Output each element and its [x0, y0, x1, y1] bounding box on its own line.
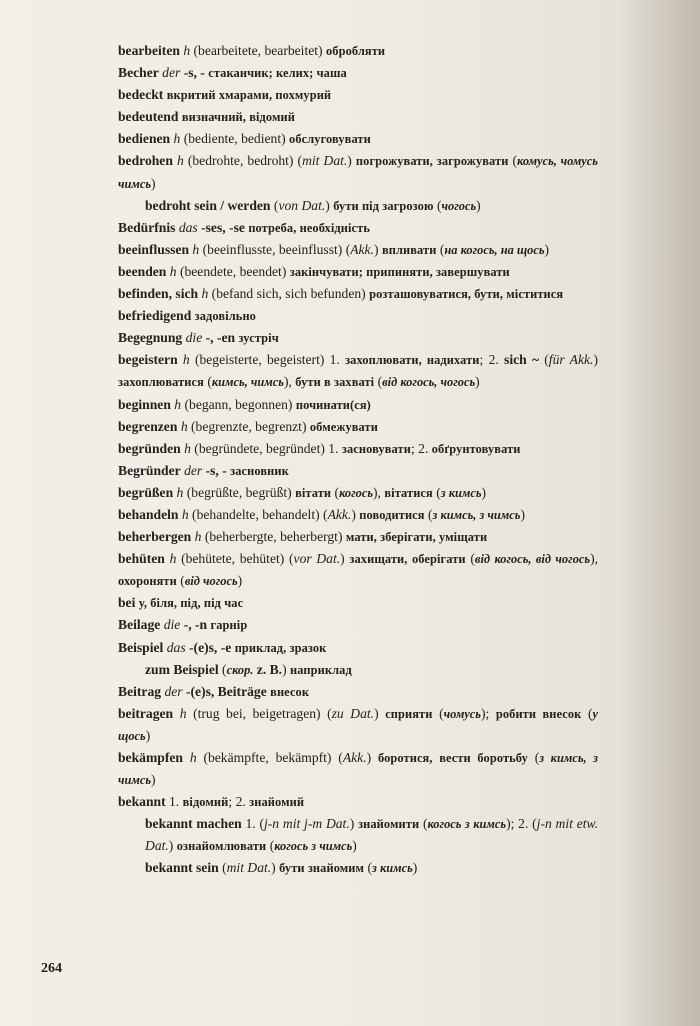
grammar-note: ( — [419, 816, 428, 832]
dictionary-entry — [118, 614, 598, 636]
grammar-note: ) — [325, 197, 334, 213]
grammar-note: ( — [218, 860, 227, 876]
grammar-note: ) — [151, 772, 156, 788]
grammar-note: ( — [331, 484, 340, 500]
grammar-note: ) — [476, 197, 481, 213]
grammar-note: h — [194, 529, 202, 545]
translation: вітати — [295, 485, 332, 500]
dictionary-entry — [118, 394, 598, 416]
translation: визначний, відомий — [181, 110, 295, 125]
grammar-note: h — [174, 396, 182, 412]
dictionary-entry — [118, 504, 598, 526]
grammar-note: ; 2. — [228, 794, 250, 810]
translation: починати(ся) — [295, 397, 371, 412]
grammar-note: h — [183, 43, 191, 58]
grammar-note: h — [179, 705, 187, 721]
headword: bei — [118, 595, 136, 611]
translation: обробляти — [325, 44, 386, 58]
dictionary-entry — [118, 637, 598, 659]
translation: з кимсь, з чимсь — [432, 507, 521, 522]
grammar-note: h — [169, 551, 177, 567]
dictionary-entry — [118, 40, 598, 62]
grammar-note: der — [162, 65, 181, 81]
grammar-note: (behütete, behütet) ( — [176, 551, 294, 567]
translation: стаканчик; келих; чаша — [208, 66, 347, 81]
grammar-note: ( — [465, 551, 475, 567]
grammar-note: (bedrohte, bedroht) ( — [183, 153, 303, 169]
translation: бути під загрозою — [333, 198, 434, 213]
grammar-note: ); — [480, 705, 496, 721]
headword: -(e)s, Beiträge — [182, 683, 271, 699]
grammar-note: j-n mit j-m Dat. — [264, 816, 350, 832]
headword: sich ~ — [504, 352, 540, 368]
grammar-note: ; 2. — [410, 440, 432, 456]
translation: обслуговувати — [289, 132, 371, 147]
translation: впливати — [381, 242, 437, 257]
grammar-note: (begründete, begründet) 1. — [190, 440, 342, 456]
translation: відомий — [182, 795, 229, 810]
headword: Begegnung — [118, 330, 183, 346]
grammar-note: ( — [364, 860, 373, 876]
headword: beherbergen — [118, 529, 192, 545]
headword: beeinflussen — [118, 241, 190, 257]
grammar-note: ( — [527, 750, 540, 765]
headword: -s, - — [180, 65, 209, 81]
translation: розташовуватися, бути, міститися — [369, 287, 564, 302]
translation: когось з кимсь — [427, 817, 507, 832]
dictionary-entry — [118, 106, 598, 128]
grammar-note: j-n mit etw. Dat. — [145, 816, 598, 854]
headword: -(e)s, -e — [185, 639, 235, 655]
grammar-note: (bediente, bedient) — [180, 131, 290, 147]
headword: befinden, sich — [118, 286, 199, 302]
grammar-note: ( — [432, 484, 441, 500]
dictionary-entry — [118, 283, 598, 305]
headword: beenden — [118, 263, 167, 279]
grammar-note: ( — [218, 661, 227, 677]
grammar-note: h — [181, 506, 189, 522]
dictionary-entry — [118, 747, 598, 791]
grammar-note: ) — [475, 374, 480, 390]
dictionary-entry — [118, 548, 598, 592]
grammar-note: (befand sich, sich befunden) — [208, 286, 370, 302]
grammar-note: ( — [374, 374, 383, 390]
headword: -s, - — [202, 462, 231, 478]
grammar-note: ( — [539, 352, 549, 368]
grammar-note: ) — [366, 750, 378, 765]
headword: Begründer — [118, 462, 181, 478]
dictionary-entry — [118, 791, 598, 813]
grammar-note: ); 2. ( — [506, 816, 537, 832]
headword: beginnen — [118, 396, 171, 412]
translation: від когось, чогось — [382, 375, 476, 390]
translation: вітатися — [384, 485, 433, 500]
grammar-note: ( — [436, 241, 445, 257]
headword: zum Beispiel — [145, 661, 219, 677]
grammar-note: (behandelte, behandelt) ( — [188, 506, 328, 522]
translation: на когось, на щось — [444, 242, 545, 257]
grammar-note: ) — [271, 860, 280, 876]
grammar-note: ( — [424, 506, 433, 522]
dictionary-entry — [118, 416, 598, 438]
translation: засновувати — [341, 441, 411, 456]
grammar-note: Akk. — [350, 241, 374, 257]
sub-entry — [118, 813, 598, 857]
grammar-note: vor Dat. — [293, 551, 341, 567]
dictionary-entry — [118, 62, 598, 84]
translation: у, біля, під, під час — [138, 596, 244, 611]
translation: кимсь, чимсь — [211, 375, 284, 390]
dictionary-entries — [118, 40, 598, 880]
grammar-note: (begeisterte, begeistert) 1. — [189, 352, 346, 368]
grammar-note: (bearbeitete, bearbeitet) — [190, 43, 326, 58]
grammar-note: das — [166, 639, 186, 655]
grammar-note: ( — [203, 374, 212, 390]
translation: з кимсь — [440, 485, 482, 500]
grammar-note: mit Dat. — [302, 153, 348, 169]
grammar-note: mit Dat. — [226, 860, 272, 876]
grammar-note: ) — [237, 573, 243, 589]
grammar-note: ) — [151, 175, 156, 191]
grammar-note: Akk. — [342, 750, 367, 765]
grammar-note: ) — [352, 838, 357, 854]
translation: мати, зберігати, уміщати — [345, 530, 488, 545]
headword: bekämpfen — [118, 750, 183, 765]
dictionary-entry — [118, 239, 598, 261]
translation: у щось — [118, 706, 598, 743]
grammar-note: ) — [347, 153, 356, 169]
grammar-note: (begrenzte, begrenzt) — [187, 418, 310, 434]
grammar-note: h — [180, 418, 188, 434]
translation: робити внесок — [495, 706, 582, 721]
translation: від чогось — [184, 574, 238, 589]
sub-entry — [118, 195, 598, 217]
headword: behandeln — [118, 506, 179, 522]
headword: begrüßen — [118, 484, 174, 500]
grammar-note: ( — [581, 705, 593, 721]
grammar-note: ) — [593, 352, 598, 368]
translation: бути знайомим — [279, 861, 365, 876]
grammar-note: h — [176, 484, 184, 500]
dictionary-entry — [118, 150, 598, 194]
grammar-note: ) — [168, 838, 177, 854]
dictionary-entry — [118, 482, 598, 504]
translation: задовільно — [194, 309, 256, 324]
translation: гарнір — [210, 618, 248, 633]
grammar-note: (beendete, beendet) — [176, 263, 290, 279]
headword: bedienen — [118, 131, 171, 147]
dictionary-entry — [118, 261, 598, 283]
grammar-note: ( — [266, 838, 275, 854]
grammar-note: ), — [590, 551, 598, 567]
grammar-note: h — [173, 131, 181, 147]
dictionary-entry — [118, 217, 598, 239]
grammar-note: ( — [432, 705, 444, 721]
translation: вкритий хмарами, похмурий — [166, 88, 332, 103]
grammar-note: ) — [340, 551, 350, 567]
grammar-note — [183, 750, 190, 765]
translation: чогось — [441, 198, 477, 213]
dictionary-entry — [118, 460, 598, 482]
grammar-note: ( — [433, 197, 442, 213]
grammar-note: zu Dat. — [331, 705, 375, 721]
grammar-note: ) — [374, 705, 386, 721]
dictionary-entry — [118, 438, 598, 460]
grammar-note: (beherbergte, beherbergt) — [201, 529, 346, 545]
dictionary-entry — [118, 84, 598, 106]
translation: зустріч — [238, 331, 279, 346]
headword: z. B. — [256, 661, 283, 677]
sub-entry — [118, 659, 598, 681]
grammar-note: h — [192, 241, 200, 257]
grammar-note: h — [189, 750, 197, 765]
dictionary-entry — [118, 349, 598, 393]
grammar-note: ), — [373, 484, 385, 500]
grammar-note: h — [201, 286, 209, 302]
translation: когось — [339, 485, 374, 500]
grammar-note: ) — [544, 241, 550, 257]
headword: -, -en — [202, 330, 239, 346]
headword: bekannt sein — [145, 860, 219, 876]
grammar-note: von Dat. — [278, 197, 326, 213]
translation: скор. — [226, 662, 254, 677]
dictionary-entry — [118, 526, 598, 548]
grammar-note: h — [184, 440, 191, 456]
translation: обґрунтовувати — [431, 441, 521, 456]
dictionary-entry — [118, 305, 598, 327]
grammar-note — [173, 706, 180, 721]
headword: begeistern — [118, 352, 178, 368]
grammar-note: ; 2. — [479, 352, 505, 368]
translation: ознайомлювати — [176, 839, 267, 854]
grammar-note: ( — [176, 573, 185, 589]
grammar-note: (begrüßte, begrüßt) — [183, 484, 296, 500]
grammar-note: h — [176, 153, 184, 169]
headword: begründen — [118, 440, 181, 456]
sub-entry — [118, 857, 598, 879]
headword: bearbeiten — [118, 43, 180, 58]
translation: поводитися — [359, 507, 425, 522]
dictionary-entry — [118, 327, 598, 349]
grammar-note: h — [169, 263, 177, 279]
grammar-note: ) — [282, 661, 291, 677]
headword: bedrohen — [118, 153, 173, 169]
grammar-note: ( — [270, 197, 279, 213]
translation: знайомити — [358, 817, 420, 832]
translation: когось з чимсь — [274, 839, 353, 854]
dictionary-entry — [118, 703, 598, 747]
translation: боротися, вести боротьбу — [377, 751, 528, 765]
translation: охороняти — [118, 574, 177, 589]
translation: знайомий — [249, 795, 305, 810]
headword: Becher — [118, 65, 159, 81]
grammar-note: (bekämpfte, bekämpft) ( — [196, 750, 343, 765]
grammar-note: (begann, begonnen) — [181, 396, 296, 412]
headword: bedroht sein / werden — [145, 197, 271, 213]
grammar-note: ( — [508, 153, 518, 169]
grammar-note: für Akk. — [548, 352, 594, 368]
translation: потреба, необхідність — [248, 220, 370, 235]
dictionary-entry — [118, 592, 598, 614]
grammar-note: ) — [481, 484, 487, 500]
translation: з кимсь, з чимсь — [118, 751, 598, 788]
grammar-note: ) — [374, 241, 382, 257]
page-number: 264 — [41, 961, 62, 976]
grammar-note: das — [178, 219, 198, 235]
grammar-note: der — [184, 462, 203, 478]
grammar-note: (beeinflusste, beeinflusst) ( — [199, 241, 351, 257]
grammar-note: die — [163, 617, 181, 633]
translation: обмежувати — [309, 419, 378, 434]
translation: чомусь — [443, 706, 481, 721]
translation: комусь, чомусь чимсь — [118, 154, 598, 191]
grammar-note: der — [164, 683, 183, 699]
headword: -, -n — [180, 617, 211, 633]
translation: бути в захваті — [295, 375, 375, 390]
headword: Beispiel — [118, 639, 164, 655]
dictionary-entry — [118, 681, 598, 703]
grammar-note: ) — [351, 506, 360, 522]
grammar-note: ) — [145, 727, 151, 743]
translation: захоплюватися — [118, 375, 204, 390]
headword: bedeutend — [118, 109, 179, 125]
headword: beitragen — [118, 705, 174, 721]
translation: наприклад — [290, 662, 352, 677]
grammar-note: h — [182, 352, 190, 368]
translation: від когось, від чогось — [474, 552, 591, 567]
translation: внесок — [270, 684, 310, 699]
translation: приклад, зразок — [234, 640, 327, 655]
grammar-note: Akk. — [327, 506, 352, 522]
headword: begrenzen — [118, 418, 178, 434]
grammar-note: ), — [283, 374, 296, 390]
grammar-note: 1. ( — [241, 816, 264, 832]
translation: з кимсь — [372, 861, 413, 876]
headword: Bedürfnis — [118, 219, 176, 235]
headword: bekannt — [118, 794, 166, 810]
grammar-note: die — [185, 330, 203, 346]
headword: -ses, -se — [197, 219, 249, 235]
translation: засновник — [230, 463, 289, 478]
translation: сприяти — [385, 706, 433, 721]
grammar-note: ) — [412, 860, 418, 876]
headword: bekannt machen — [145, 816, 242, 832]
translation: захищати, оберігати — [349, 552, 466, 567]
headword: Beilage — [118, 617, 161, 633]
grammar-note: (trug bei, beigetragen) ( — [186, 705, 332, 721]
headword: behüten — [118, 551, 165, 567]
grammar-note: ) — [520, 506, 525, 522]
grammar-note: 1. — [165, 794, 183, 810]
translation: захоплювати, надихати — [345, 353, 480, 368]
headword: Beitrag — [118, 683, 162, 699]
headword: bedeckt — [118, 87, 164, 103]
translation: погрожувати, загрожувати — [355, 154, 509, 169]
grammar-note: ) — [349, 816, 359, 832]
translation: закінчувати; припиняти, завершувати — [289, 264, 510, 279]
headword: befriedigend — [118, 308, 192, 324]
dictionary-entry — [118, 128, 598, 150]
